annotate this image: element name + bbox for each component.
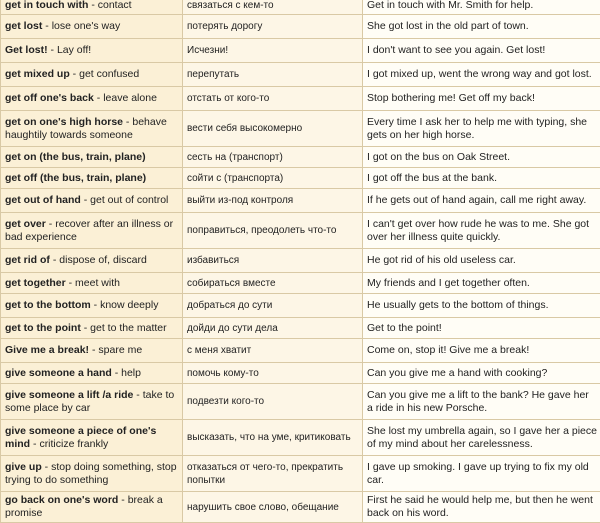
phrase-cell [1,15,183,39]
meaning-dash: - [88,0,97,11]
russian-cell: перепутать [183,63,363,87]
table-row [1,168,600,189]
table-row [1,189,600,213]
meaning-text: recover after an illness or bad experience [5,218,173,243]
example-cell: Can you give me a lift to the bank? He gave her a ride in his new Porsche. [363,384,600,420]
russian-cell: вести себя высокомерно [183,111,363,147]
phrase-cell [1,273,183,294]
phrase-cell [1,249,183,273]
russian-cell: дойди до сути дела [183,318,363,339]
phrase-text: Give me a break! [5,344,89,356]
russian-cell: избавиться [183,249,363,273]
table-row [1,420,600,456]
example-cell: Every time I ask her to help me with typing, she gets on her high horse. [363,111,600,147]
example-cell: He got rid of his old useless car. [363,249,600,273]
table-row [1,63,600,87]
table-row [1,318,600,339]
meaning-text: take to some place by car [5,389,174,414]
phrase-text: get on (the bus, train, plane) [5,151,146,163]
phrase-text: Get lost! [5,44,48,56]
meaning-text: criticize frankly [39,438,108,450]
russian-cell: выйти из-под контроля [183,189,363,213]
meaning-text: behave haughtily towards someone [5,116,167,141]
example-cell: Stop bothering me! Get off my back! [363,87,600,111]
phrase-cell [1,0,183,15]
meaning-dash: - [70,68,79,80]
russian-cell: связаться с кем-то [183,0,363,15]
meaning-dash: - [81,194,90,206]
meaning-text: get out of control [90,194,168,206]
example-cell: She lost my umbrella again, so I gave her a piece of my mind about her carelessness. [363,420,600,456]
phrase-cell [1,294,183,318]
meaning-text: meet with [75,277,120,289]
phrase-cell [1,384,183,420]
phrase-cell [1,189,183,213]
phrase-text: get over [5,218,46,230]
meaning-text: stop doing something, stop trying to do something [5,461,177,486]
phrase-cell [1,318,183,339]
meaning-text: contact [98,0,132,11]
meaning-dash: - [94,92,103,104]
example-cell: First he said he would help me, but then he went back on his word. [363,492,600,523]
meaning-dash: - [46,218,55,230]
russian-cell: с меня хватит [183,339,363,363]
russian-cell: сесть на (транспорт) [183,147,363,168]
phrase-cell [1,87,183,111]
meaning-text: know deeply [100,299,158,311]
example-cell: I can't get over how rude he was to me. She got over her illness quite quickly. [363,213,600,249]
phrase-text: get in touch with [5,0,88,11]
phrase-text: give up [5,461,42,473]
example-cell: I got on the bus on Oak Street. [363,147,600,168]
phrase-text: give someone a hand [5,367,112,379]
table-row [1,363,600,384]
russian-cell: сойти с (транспорта) [183,168,363,189]
example-cell: Can you give me a hand with cooking? [363,363,600,384]
meaning-dash: - [89,344,98,356]
example-cell: Come on, stop it! Give me a break! [363,339,600,363]
meaning-dash: - [112,367,121,379]
russian-cell: Исчезни! [183,39,363,63]
example-cell: I got off the bus at the bank. [363,168,600,189]
meaning-dash: - [48,44,57,56]
phrase-text: get mixed up [5,68,70,80]
russian-cell: поправиться, преодолеть что-то [183,213,363,249]
phrase-text: get off (the bus, train, plane) [5,172,146,184]
meaning-text: dispose of, discard [59,254,147,266]
meaning-text: Lay off! [57,44,91,56]
phrase-text: get rid of [5,254,50,266]
table-row [1,294,600,318]
phrase-text: get out of hand [5,194,81,206]
phrase-text: go back on one's word [5,494,118,506]
table-row [1,249,600,273]
phrase-text: give someone a lift /a ride [5,389,133,401]
russian-cell: нарушить свое слово, обещание [183,492,363,523]
phrase-text: get together [5,277,66,289]
table-row [1,384,600,420]
phrase-cell [1,492,183,523]
phrase-text: get on one's high horse [5,116,123,128]
table-row [1,111,600,147]
phrase-cell [1,339,183,363]
phrase-cell [1,213,183,249]
meaning-text: get to the matter [90,322,166,334]
table-row [1,492,600,523]
russian-cell: потерять дорогу [183,15,363,39]
example-cell: I don't want to see you again. Get lost! [363,39,600,63]
meaning-dash: - [123,116,132,128]
russian-cell: собираться вместе [183,273,363,294]
table-row [1,15,600,39]
meaning-text: lose one's way [52,20,121,32]
table-row [1,456,600,492]
phrases-table-body [1,0,600,523]
phrase-cell [1,363,183,384]
table-row [1,339,600,363]
table-row [1,147,600,168]
phrase-text: get lost [5,20,42,32]
phrase-cell [1,456,183,492]
russian-cell: высказать, что на уме, критиковать [183,420,363,456]
example-cell: Get in touch with Mr. Smith for help. [363,0,600,15]
russian-cell: отказаться от чего-то, прекратить попытки [183,456,363,492]
meaning-text: leave alone [103,92,157,104]
meaning-dash: - [42,20,51,32]
phrase-cell [1,420,183,456]
russian-cell: отстать от кого-то [183,87,363,111]
example-cell: I got mixed up, went the wrong way and got lost. [363,63,600,87]
meaning-dash: - [118,494,127,506]
table-row [1,273,600,294]
meaning-dash: - [81,322,90,334]
table-row [1,87,600,111]
meaning-dash: - [133,389,142,401]
phrase-text: give someone a piece of one's mind [5,425,156,450]
phrase-text: get to the point [5,322,81,334]
phrase-text: get to the bottom [5,299,91,311]
meaning-text: spare me [98,344,142,356]
table-row [1,0,600,15]
meaning-dash: - [91,299,100,311]
example-cell: He usually gets to the bottom of things. [363,294,600,318]
example-cell: Get to the point! [363,318,600,339]
meaning-dash: - [42,461,51,473]
meaning-dash: - [66,277,75,289]
meaning-dash: - [30,438,39,450]
example-cell: I gave up smoking. I gave up trying to fix my old car. [363,456,600,492]
phrase-text: get off one's back [5,92,94,104]
phrase-cell [1,147,183,168]
table-row [1,213,600,249]
example-cell: She got lost in the old part of town. [363,15,600,39]
phrase-cell [1,168,183,189]
russian-cell: подвезти кого-то [183,384,363,420]
russian-cell: помочь кому-то [183,363,363,384]
table-row [1,39,600,63]
russian-cell: добраться до сути [183,294,363,318]
meaning-dash: - [50,254,59,266]
example-cell: If he gets out of hand again, call me right away. [363,189,600,213]
meaning-text: break a promise [5,494,163,519]
phrase-cell [1,63,183,87]
example-cell: My friends and I get together often. [363,273,600,294]
phrase-cell [1,111,183,147]
meaning-text: help [121,367,141,379]
meaning-text: get confused [79,68,139,80]
phrase-cell [1,39,183,63]
